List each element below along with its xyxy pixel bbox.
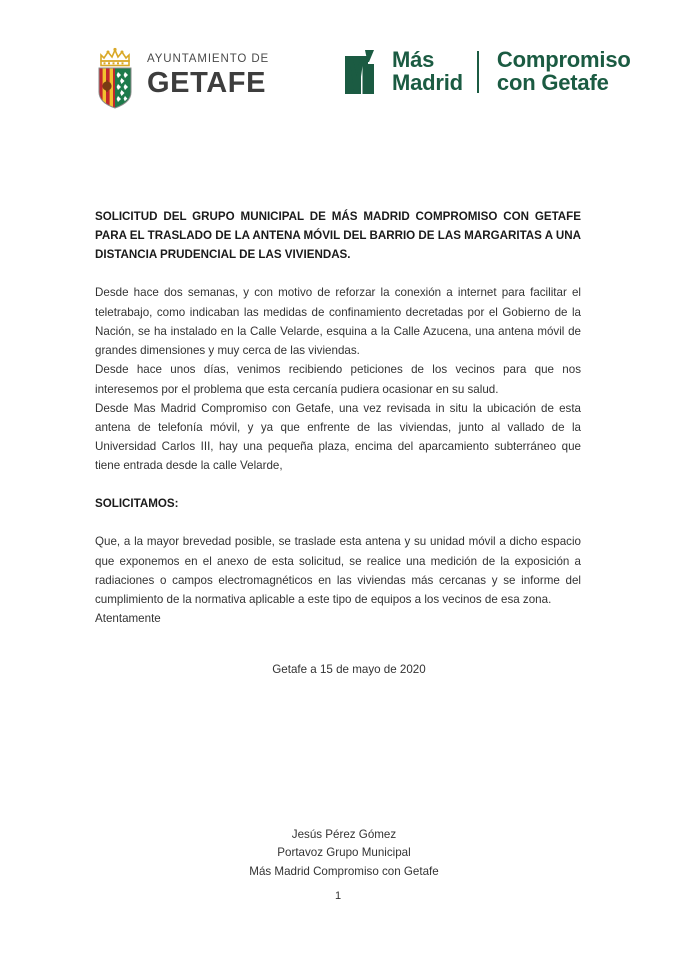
signatory-role: Portavoz Grupo Municipal <box>277 846 411 860</box>
mas-madrid-m-icon <box>343 48 383 96</box>
getafe-coat-of-arms-icon <box>92 44 138 110</box>
paragraph-4: Que, a la mayor brevedad posible, se traslade esta antena y su unidad móvil a dicho espacio que exponemos en el anexo de esta solicitud, se realice una medición de la exposición a radiaciones o campos electromagnéticos en las viviendas más cercanas y se informe del cumplimiento de la normativa aplicable a este tipo de equipos a los vecinos de esa zona. <box>95 535 581 607</box>
mas-madrid-line1: Más <box>392 47 435 73</box>
getafe-logo <box>92 44 269 110</box>
spacer <box>95 629 581 663</box>
date-line: Getafe a 15 de mayo de 2020 <box>272 662 426 676</box>
signatory-name: Jesús Pérez Gómez <box>291 827 397 841</box>
document-body <box>95 208 581 882</box>
closing-line: Atentamente <box>95 612 161 626</box>
mas-madrid-wordmark <box>392 49 463 94</box>
getafe-logo-text <box>147 54 269 100</box>
getafe-logo-subtitle: AYUNTAMIENTO DE <box>147 53 270 66</box>
signature-block <box>95 826 581 882</box>
spacer <box>95 676 581 826</box>
document-header <box>0 42 676 122</box>
spacer <box>95 264 581 283</box>
mas-madrid-line2: Madrid <box>392 70 463 95</box>
compromiso-line1: Compromiso <box>496 47 631 73</box>
compromiso-wordmark <box>497 49 631 94</box>
paragraph-3: Desde Mas Madrid Compromiso con Getafe, una vez revisada in situ la ubicación de esta antena de telefonía móvil, y ya que enfrente de las viviendas, junto al vallado de la Universidad Carlos III, hay una pequeña plaza, encima del aparcamiento subterráneo que tiene entrada desde la calle Velarde, <box>95 401 581 473</box>
solicitamos-heading: SOLICITAMOS: <box>95 496 179 510</box>
paragraph-1: Desde hace dos semanas, y con motivo de reforzar la conexión a internet para facilitar el teletrabajo, como indicaban las medidas de confinamiento decretadas por el Gobierno de la Nación, se ha instalado en la Calle Velarde, esquina a la Calle Azucena, una antena móvil de grandes dimensiones y muy cerca de las viviendas. <box>95 286 581 358</box>
spacer <box>95 513 581 532</box>
signatory-organization: Más Madrid Compromiso con Getafe <box>249 865 439 879</box>
spacer <box>95 476 581 495</box>
compromiso-line2: con Getafe <box>496 70 609 95</box>
mas-madrid-logo <box>343 48 631 96</box>
page-title: SOLICITUD DEL GRUPO MUNICIPAL DE MÁS MADRID COMPROMISO CON GETAFE PARA EL TRASLADO DE LA ANTENA MÓVIL DEL BARRIO DE LAS MARGARITAS A UNA DISTANCIA PRUDENCIAL DE LAS VIVIENDAS. <box>95 210 581 261</box>
page-number: 1 <box>334 890 342 902</box>
getafe-logo-title: GETAFE <box>147 66 267 99</box>
paragraph-2: Desde hace unos días, venimos recibiendo peticiones de los vecinos para que nos interesemos por el problema que esta cercanía pudiera ocasionar en su salud. <box>95 363 581 396</box>
logo-divider <box>477 51 479 93</box>
